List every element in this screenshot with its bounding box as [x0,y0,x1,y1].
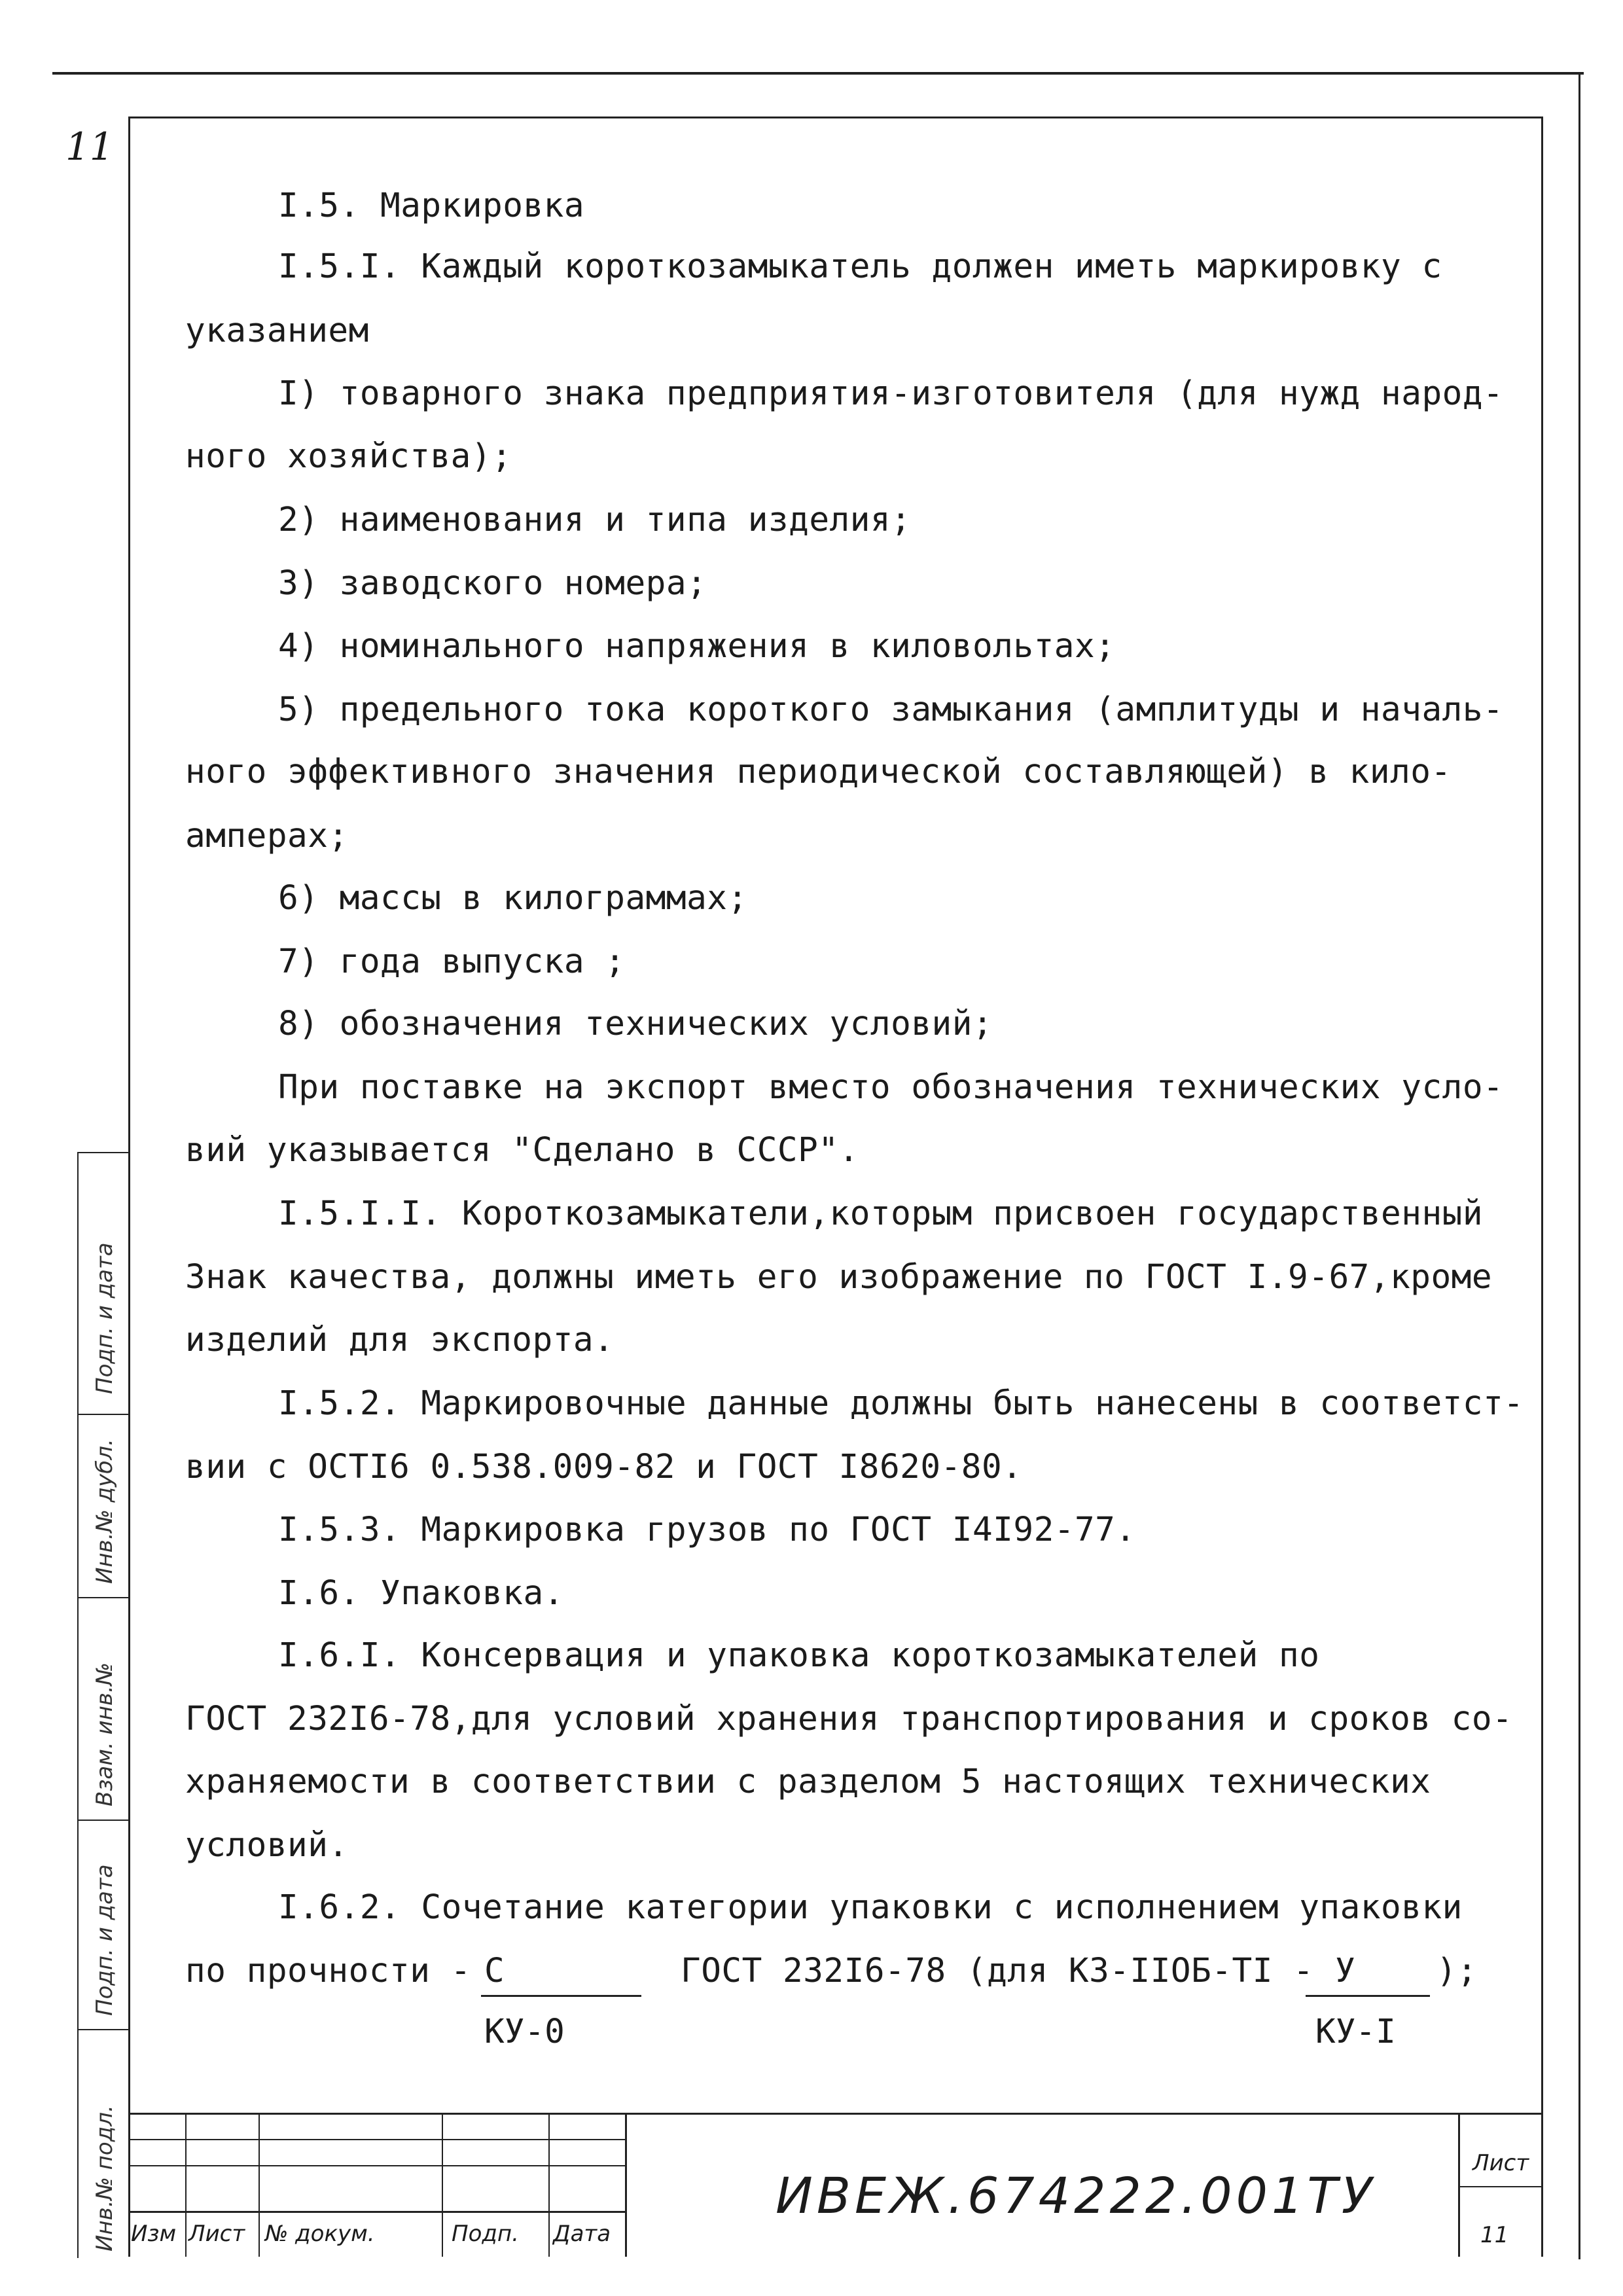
stamp-col-3 [442,2113,443,2257]
paragraph-line: I.6.I. Консервация и упаковка короткозамыкателей по [278,1636,1320,1675]
paragraph-line: указанием [185,312,369,350]
list-item-1: I) товарного знака предприятия-изготовителя (для нужд народ- [278,374,1504,413]
list-item-1-cont: ного хозяйства); [185,437,512,476]
stamp-sheet-divider [1458,2186,1542,2187]
list-item-6: 6) массы в килограммах; [278,879,748,918]
section-title-packing: I.6. Упаковка. [278,1574,564,1613]
paragraph-line: I.5.I.I. Короткозамыкатели,которым присвоен государственный [278,1194,1484,1233]
stamp-col-2 [259,2113,260,2257]
stamp-row-rule-3 [128,2211,626,2213]
stamp-header-doc-no: № докум. [265,2221,375,2247]
fraction-1-numerator: С [484,1952,505,1990]
paragraph-line: вий указывается "Сделано в СССР". [185,1131,859,1170]
stamp-row-rule-1 [128,2139,626,2140]
stamp-row-rule-2 [128,2165,626,2166]
stamp-header-izm: Изм [131,2221,177,2247]
stamp-header-list: Лист [188,2221,245,2247]
fraction-line-middle: ГОСТ 232I6-78 (для КЗ-IIОБ-ТI - [681,1952,1314,1990]
paragraph-line: условий. [185,1826,349,1865]
frame-left-inner [128,117,130,2257]
document-number: ИВЕЖ.674222.001ТУ [776,2166,1376,2225]
paragraph-line: I.5.I. Каждый короткозамыкатель должен иметь маркировку с [278,247,1442,286]
frame-top-edge [52,72,1584,75]
paragraph-line: ГОСТ 232I6-78,для условий хранения транспортирования и сроков со- [185,1700,1513,1738]
list-item-8: 8) обозначения технических условий; [278,1005,993,1043]
list-item-5-cont: ного эффективного значения периодической составляющей) в кило- [185,753,1452,791]
fraction-2-numerator: У [1335,1952,1355,1990]
frame-right-inner [1541,117,1543,2257]
sidebar-divider-2 [77,1414,130,1415]
fraction-1-denominator: КУ-0 [484,2013,565,2051]
paragraph-line: I.5.2. Маркировочные данные должны быть нанесены в соответст- [278,1384,1524,1423]
sidebar-label-inv-dubl: Инв.№ дубл. [92,1439,118,1584]
fraction-2-denominator: КУ-I [1315,2013,1396,2051]
stamp-col-5 [625,2113,627,2257]
page-corner-number: 11 [65,124,114,169]
sidebar-left-edge [77,1152,79,2258]
frame-right-outer [1578,73,1580,2259]
sidebar-label-inv-podl: Инв.№ подл. [92,2105,118,2251]
frame-top-inner [130,117,1543,118]
paragraph-line: I.5.3. Маркировка грузов по ГОСТ I4I92-77. [278,1511,1136,1549]
sidebar-divider-5 [77,2029,130,2030]
sheet-label: Лист [1472,2150,1529,2176]
sidebar-divider-4 [77,1820,130,1821]
sidebar-divider-3 [77,1597,130,1598]
list-item-7: 7) года выпуска ; [278,942,626,981]
paragraph-line: вии с ОСТI6 0.538.009-82 и ГОСТ I8620-80. [185,1448,1023,1486]
paragraph-line: При поставке на экспорт вместо обозначения технических усло- [278,1068,1504,1107]
paragraph-line: изделий для экспорта. [185,1321,615,1359]
fraction-2-bar [1306,1995,1430,1997]
list-item-3: 3) заводского номера; [278,564,707,603]
stamp-col-4 [548,2113,550,2257]
sidebar-label-vzam-inv: Взам. инв.№ [92,1662,118,1806]
sidebar-divider-1 [77,1152,130,1153]
list-item-2: 2) наименования и типа изделия; [278,501,912,539]
fraction-line-end: ); [1436,1952,1478,1990]
sheet-number: 11 [1480,2222,1509,2248]
paragraph-line: Знак качества, должны иметь его изображение по ГОСТ I.9-67,кроме [185,1258,1493,1297]
fraction-line-prefix: по прочности - [185,1952,471,1990]
fraction-1-bar [481,1995,641,1997]
stamp-header-data: Дата [553,2221,611,2247]
list-item-4: 4) номинального напряжения в киловольтах; [278,627,1116,666]
paragraph-line: I.6.2. Сочетание категории упаковки с исполнением упаковки [278,1888,1463,1927]
stamp-col-1 [185,2113,187,2257]
sidebar-label-podp-data-1: Подп. и дата [92,1242,118,1394]
stamp-sheet-col [1458,2113,1460,2257]
list-item-5-cont: амперах; [185,817,349,855]
section-title-marking: I.5. Маркировка [278,187,585,225]
paragraph-line: храняемости в соответствии с разделом 5 настоящих технических [185,1763,1431,1801]
stamp-header-podp: Подп. [452,2221,519,2247]
stamp-top-rule [128,2113,1542,2115]
sidebar-label-podp-data-2: Подп. и дата [92,1864,118,2016]
list-item-5: 5) предельного тока короткого замыкания (амплитуды и началь- [278,691,1504,729]
